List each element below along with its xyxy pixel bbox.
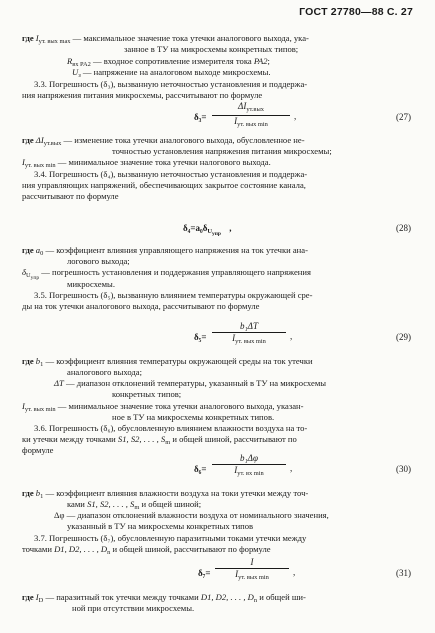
symbol: S1, S2, . . . , S bbox=[117, 434, 166, 444]
definition-line bbox=[22, 356, 313, 370]
symbol-subscript: n bbox=[107, 549, 111, 556]
formula-28-comma: , bbox=[229, 223, 232, 233]
formula-29-number: (29) bbox=[396, 332, 411, 342]
formula-28-subsubscript: упр bbox=[212, 231, 221, 237]
denominator-symbol: I bbox=[234, 465, 238, 475]
paragraph-line: ния напряжения питания микросхемы, рассчитывают по формуле bbox=[22, 90, 263, 100]
paragraph-line: 3.7. Погрешность (δ₇), обусловленную паразитными токами утечки между bbox=[34, 533, 307, 543]
denominator-symbol: I bbox=[232, 333, 236, 343]
where-word: где bbox=[22, 245, 34, 255]
definition-text: — коэффициент влияния управляющего напряжения на ток утечки ана- bbox=[45, 245, 308, 255]
formula-30-lhs: δ₆= bbox=[194, 464, 207, 474]
definition-continuation: ное в ТУ на микросхемы конкретных типов. bbox=[112, 412, 275, 422]
symbol: D1, D2, . . . , D bbox=[200, 592, 254, 602]
symbol-subscript: ут. вых max bbox=[38, 38, 71, 45]
formula-29-numerator: b₁ΔT bbox=[240, 321, 258, 331]
formula-27-number: (27) bbox=[396, 112, 411, 122]
symbol-subscript: ут. вых min bbox=[24, 406, 56, 413]
where-word: где bbox=[22, 356, 34, 366]
symbol-subscript: 0 bbox=[40, 250, 44, 257]
paragraph-line: 3.5. Погрешность (δ₅), вызванную влиянием температуры окружающей сре- bbox=[34, 290, 313, 300]
definition-line bbox=[54, 378, 326, 388]
formula-30-numerator: b₁Δφ bbox=[240, 453, 258, 463]
paragraph-line: рассчитывают по формуле bbox=[22, 191, 119, 201]
formula-30-number: (30) bbox=[396, 464, 411, 474]
denominator-symbol: I bbox=[235, 569, 239, 579]
formula-31-number: (31) bbox=[396, 568, 411, 578]
symbol: PA2 bbox=[253, 56, 268, 66]
definition-text: — входное сопротивление измерителя тока bbox=[93, 56, 252, 66]
definition-continuation: аналогового выхода; bbox=[67, 367, 142, 377]
symbol: I bbox=[22, 157, 25, 167]
symbol: ΔT bbox=[54, 378, 64, 388]
symbol-subscript: 1 bbox=[40, 493, 44, 500]
where-word: где bbox=[22, 592, 34, 602]
punctuation: ; bbox=[267, 56, 270, 66]
paragraph-line: формуле bbox=[22, 445, 54, 455]
symbol: I bbox=[22, 401, 25, 411]
formula-31-denominator bbox=[215, 569, 289, 583]
formula-31-comma: , bbox=[293, 567, 296, 577]
definition-continuation: занное в ТУ на микросхемы конкретных типов; bbox=[124, 44, 299, 54]
formula-28-lhs: δ₄=a₀δ bbox=[183, 223, 208, 233]
denominator-symbol: I bbox=[234, 116, 238, 126]
definition-text: — максимальное значение тока утечки аналогового выхода, ука- bbox=[72, 33, 309, 43]
denominator-subscript: ут. вых min bbox=[238, 574, 269, 581]
denominator-subscript: ут. вых min bbox=[237, 121, 268, 128]
formula-28 bbox=[183, 223, 231, 237]
symbol: b bbox=[35, 356, 41, 366]
symbol-subscript: 1 bbox=[40, 361, 44, 368]
definition-continuation: ной при отсутствии микросхемы. bbox=[72, 603, 195, 613]
formula-29-fraction bbox=[212, 321, 286, 347]
definition-text: — диапазон отклонений температуры, указанный в ТУ на микросхемы bbox=[65, 378, 327, 388]
formula-29-denominator bbox=[212, 333, 286, 347]
paragraph-line: ния управляющих напряжений, обеспечивающих закрытое состояние канала, bbox=[22, 180, 306, 190]
symbol: a bbox=[35, 245, 41, 255]
symbol: I bbox=[35, 33, 39, 43]
numerator-subscript: ут.вых bbox=[246, 106, 264, 113]
definition-text: и общей шиной; bbox=[141, 499, 202, 509]
symbol-subscript: вх PA2 bbox=[72, 61, 91, 68]
formula-29-lhs: δ₅= bbox=[194, 332, 207, 342]
definition-line bbox=[22, 267, 311, 283]
symbol-subscript: U bbox=[26, 272, 31, 279]
symbol-subscript: D bbox=[38, 597, 44, 604]
page-header: ГОСТ 27780—88 С. 27 bbox=[299, 6, 413, 18]
paragraph-text: ки утечки между точками bbox=[22, 434, 116, 444]
symbol-subscript: ут. вых min bbox=[24, 162, 56, 169]
formula-30-comma: , bbox=[290, 463, 293, 473]
symbol: R bbox=[67, 56, 73, 66]
symbol: b bbox=[35, 488, 41, 498]
symbol-subscript: m bbox=[134, 504, 140, 511]
definition-continuation: точностью установления напряжения питания микросхемы; bbox=[112, 146, 332, 156]
formula-28-subscript: U bbox=[207, 228, 212, 235]
symbol: I bbox=[35, 592, 39, 602]
definition-text: — минимальное значение тока утечки аналогового выхода, указан- bbox=[57, 401, 304, 411]
symbol-subscript: ут.вых bbox=[43, 140, 62, 147]
formula-28-number: (28) bbox=[396, 223, 411, 233]
paragraph-line: 3.3. Погрешность (δ₃), вызванную неточностью установления и поддержа- bbox=[34, 79, 308, 89]
where-word: где bbox=[22, 33, 34, 43]
symbol-subsubscript: упр bbox=[30, 275, 40, 281]
formula-27-lhs: δ₃= bbox=[194, 112, 207, 122]
definition-text: — минимальное значение тока утечки налогового выхода. bbox=[57, 157, 271, 167]
definition-text: — коэффициент влияния влажности воздуха на токи утечки между точ- bbox=[45, 488, 309, 498]
definition-text: — погрешность установления и поддержания управляющего напряжения bbox=[41, 267, 311, 277]
paragraph-text: точками bbox=[22, 544, 52, 554]
denominator-subscript: ут. вых min bbox=[235, 338, 266, 345]
symbol-subscript: з bbox=[78, 72, 81, 79]
symbol: δ bbox=[22, 267, 26, 277]
formula-27-denominator bbox=[212, 116, 290, 130]
symbol: S1, S2, . . . , S bbox=[87, 499, 135, 509]
symbol: U bbox=[72, 67, 79, 77]
definition-line: Δφ — диапазон отклонений влажности воздуха от номинального значения, bbox=[54, 510, 329, 520]
paragraph-line: 3.6. Погрешность (δ₆), обусловленную влиянием влажности воздуха на то- bbox=[34, 423, 308, 433]
symbol: ΔI bbox=[35, 135, 44, 145]
formula-27-numerator bbox=[212, 101, 290, 115]
paragraph-line: 3.4. Погрешность (δ₄), вызванную неточностью установления и поддержа- bbox=[34, 169, 308, 179]
formula-30-fraction bbox=[212, 453, 286, 479]
symbol-subscript: m bbox=[165, 439, 171, 446]
formula-31-numerator: I bbox=[250, 557, 254, 567]
definition-continuation: микросхемы. bbox=[67, 279, 115, 289]
where-word: где bbox=[22, 488, 34, 498]
definition-continuation: указанный в ТУ на микросхемы конкретных типов bbox=[67, 521, 254, 531]
definition-text: — напряжение на аналоговом выходе микросхемы. bbox=[82, 67, 271, 77]
denominator-subscript: ут. вх min bbox=[237, 470, 264, 477]
formula-30-denominator bbox=[212, 465, 286, 479]
paragraph-text: и общей шиной, рассчитывают по формуле bbox=[112, 544, 271, 554]
definition-line bbox=[22, 245, 308, 259]
definition-continuation: логового выхода; bbox=[67, 256, 130, 266]
where-word: где bbox=[22, 135, 34, 145]
paragraph-line bbox=[22, 434, 297, 448]
paragraph-line: ды на ток утечки аналогового выхода, рассчитывают по формуле bbox=[22, 301, 260, 311]
formula-31-fraction bbox=[215, 557, 289, 583]
definition-text: — коэффициент влияния температуры окружающей среды на ток утечки bbox=[45, 356, 313, 366]
definition-continuation: конкретных типов; bbox=[112, 389, 182, 399]
definition-text: — паразитный ток утечки между точками bbox=[45, 592, 199, 602]
formula-29-comma: , bbox=[290, 331, 293, 341]
numerator-symbol: ΔI bbox=[238, 101, 247, 111]
paragraph-line bbox=[22, 544, 271, 558]
definition-text: — изменение тока утечки аналогового выхода, обусловленное не- bbox=[63, 135, 305, 145]
definition-text: ками bbox=[67, 499, 85, 509]
formula-31-lhs: δ₇= bbox=[198, 568, 211, 578]
symbol: D1, D2, . . . , D bbox=[54, 544, 108, 554]
symbol-subscript: n bbox=[253, 597, 258, 604]
formula-27-fraction bbox=[212, 101, 290, 130]
paragraph-text: и общей шиной, рассчитывают по bbox=[172, 434, 297, 444]
formula-27-comma: , bbox=[294, 111, 297, 121]
definition-text: и общей ши- bbox=[259, 592, 306, 602]
